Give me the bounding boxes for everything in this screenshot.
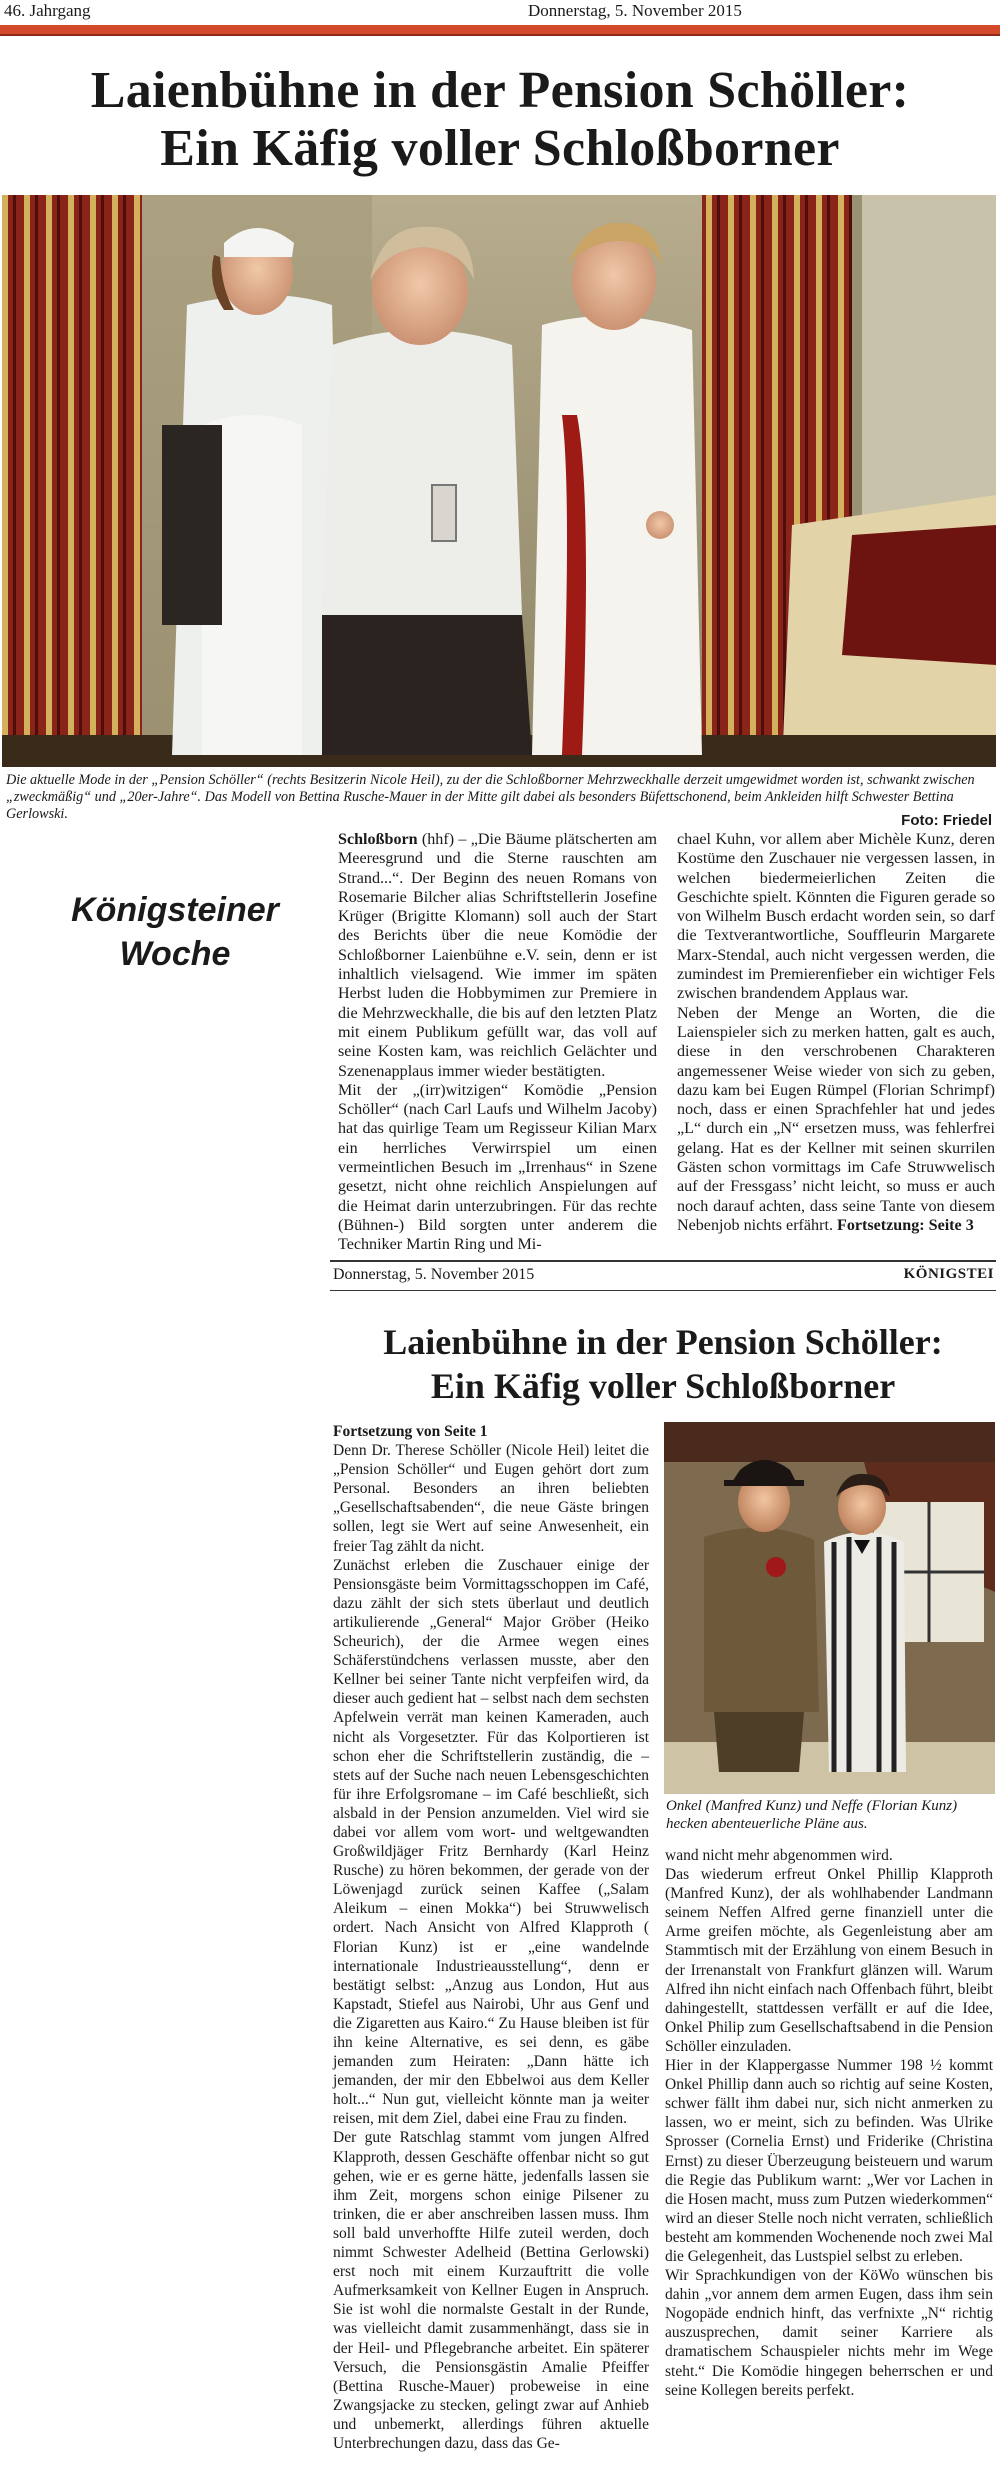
publication-name-line2: Woche — [119, 935, 231, 973]
article2-paragraph: Denn Dr. Therese Schöller (Nicole Heil) leitet die „Pension Schöller“ und Eugen gehört dort zum Personal. Besonders an ihren beliebten „Gesellschaftsabenden“, die neue Gäste bringen sollen, legt sie Wert auf seine Anwesenheit, ein freier Tag zählt da nicht. — [333, 1442, 649, 1555]
article2-paragraph: Das wiederum erfreut Onkel Phillip Klapproth (Manfred Kunz), der als wohlhabender Landmann seinem Neffen Alfred gerne finanziell unter die Arme greifen möchte, als Gegenleistung aber am Stammtisch mit der Erzählung von einem Besuch in der Irrenanstalt von Frankfurt glänzen will. Warum Alfred ihn nicht einfach nach Offenbach führt, bleibt dahingestellt, stattdessen verfällt er auf die Idee, Onkel Philip zum Gesellschaftsabend in die Pension Schöller einzuladen. — [665, 1866, 993, 2055]
page2-date: Donnerstag, 5. November 2015 — [333, 1266, 535, 1283]
article2-column-1 — [333, 1422, 649, 2453]
dateline: Schloßborn — [338, 831, 418, 848]
continuation-note: Fortsetzung von Seite 1 — [333, 1423, 488, 1440]
article2-column-2 — [665, 1846, 993, 2400]
continued-note: Fortsetzung: Seite 3 — [837, 1216, 974, 1234]
article1-headline-line1: Laienbühne in der Pension Schöller: — [90, 62, 910, 119]
article1-paragraph — [677, 1004, 995, 1236]
article2-headline — [330, 1320, 996, 1408]
article1-headline-line2: Ein Käfig voller Schloßborner — [160, 120, 840, 177]
paragraph-text: (hhf) – „Die Bäume plätscherten am Meeresgrund und die Sterne rauschten am Strand...“. Der Beginn des neuen Romans von Rosemarie Bilcher alias Schriftstellerin Josefine Krüger (Brigitte Klomann) soll auch der Start des Berichts über die neue Komödie der Schloßborner Laienbühne e.V. sein, denn er ist inhaltlich vielsagend. Wie immer im späten Herbst luden die Hobbymimen zur Premiere in die Mehrzweckhalle, die bis auf den letzten Platz mit einem Publikum gefüllt war, das voll auf seine Kosten kam, was reichlich Gelächter und Szenenapplaus immer wieder bestätigten. — [338, 831, 657, 1080]
article2-paragraph: Der gute Ratschlag stammt vom jungen Alfred Klapproth, dessen Geschäfte offenbar nicht so gut gehen, wie er es gerne hätte, jedenfalls lassen sie ihm Zeit, morgens schon einige Pilsener zu trinken, die er aber anschreiben lassen muss. Ihm soll bald unverhoffte Hilfe zuteil werden, doch nimmt Schwester Adelheid (Bettina Gerlowski) erst noch mit einem Kurzauftritt die volle Aufmerksamkeit von Kellner Eugen in Anspruch. Sie ist wohl die normalste Gestalt in der Runde, was vielleicht damit zusammenhängt, dass sie in der Heil- und Pflegebranche arbeitet. Ein späterer Versuch, die Pensionsgästin Amalie Pfeiffer (Bettina Rusche-Mauer) probeweise in eine Zwangsjacke zu stecken, gelingt zwar auf Anhieb und unbemerkt, allerdings führen aktuelle Unterbrechungen dazu, dass das Ge- — [333, 2129, 649, 2452]
header-rule — [0, 25, 1000, 36]
page2-top-rule — [330, 1260, 996, 1262]
page2-header-rule — [330, 1290, 996, 1291]
photo-credit: Foto: Friedel — [901, 812, 992, 829]
article1-paragraph — [338, 830, 657, 1081]
photo-caption: Die aktuelle Mode in der „Pension Schöller“ (rechts Besitzerin Nicole Heil), zu der die Schloßborner Mehrzweckhalle derzeit umgewidmet worden ist, schwankt zwischen „zweckmäßig“ und „20er-Jahre“. Das Modell von Bettina Rusche-Mauer in der Mitte gilt dabei als besonders Büfettschonend, beim Ankleiden hilft Schwester Bettina Gerlowski. — [6, 772, 975, 822]
article1-column-2 — [677, 830, 995, 1235]
article1-column-1 — [338, 830, 657, 1255]
article2-paragraph: Zunächst erleben die Zuschauer einige der Pensionsgäste beim Vormittagsschoppen im Café, dazu zählt der sich stets überlaut und deutlich artikulierende „General“ Major Gröber (Heiko Scheurich), der die Armee wegen eines Schäferstündchens verlassen musste, aber den Kellner bei seiner Tante nicht verpfeifen wird, da dieser auch gedient hat – selbst nach dem sechsten Apfelwein verrät man keinen Kameraden, auch nicht als Vorgesetzter. Für das Kolportieren ist schon eher die Schriftstellerin zuständig, die – stets auf der Suche nach neuen Lebensgeschichten für ihre Erfolgsromane – im Café beschließt, sich alsbald in der Pension anzumelden. Viel wird sie dabei vor allem vom wort- und weltgewandten Großwildjäger Fritz Bernhardy (Karl Heinz Rusche) zu hören bekommen, der gerade von der Löwenjagd zurück seinen Kaffee („Salam Aleikum – einen Mokka“) bei Struwwelisch ordert. Nach Ansicht von Alfred Klapproth ( Florian Kunz) ist er „eine wandelnde internationale Industrieausstellung“, denn er bestätigt selbst: „Anzug aus London, Hut aus Kapstadt, Stiefel aus Nairobi, Uhr aus Genf und die Zigaretten aus Kairo.“ Zu Hause bleiben ist für ihn keine Alternative, es sei denn, es gäbe jemanden zum Heiraten: „Dann hätte ich jemanden, der mir den Ebbelwoi aus dem Keller holt...“ Nun gut, vielleicht könnte man ja weiter reisen, mit dem Ziel, dabei eine Frau zu finden. — [333, 1556, 649, 2128]
article1-paragraph: Mit der „(irr)witzigen“ Komödie „Pension Schöller“ (nach Carl Laufs und Wilhelm Jacoby) hat das quirlige Team um Regisseur Kilian Marx ein herrliches Verwirrspiel um einen vermeintlichen Besuch im „Irrenhaus“ in Szene gesetzt, nicht ohne reichlich Anspielungen auf die Heimat darin unterzubringen. Für das rechte (Bühnen-) Bild sorgten unter anderem die Techniker Martin Ring und Mi- — [338, 1081, 657, 1254]
article2-headline-line1: Laienbühne in der Pension Schöller: — [383, 1322, 943, 1362]
article2-paragraph: Wir Sprachkundigen von der KöWo wünschen bis dahin „vor annem dem armen Eugen, dass ihm sein Nogopäde endnich hinft, das verfnixte „N“ richtig auszusprechen, damit seiner Karriere als dramatischem Schauspieler nichts mehr im Wege steht.“ Die Komödie hingegen beherrschen er und seine Kollegen bereits perfekt. — [665, 2267, 993, 2399]
paragraph-text: Neben der Menge an Worten, die die Laienspieler sich zu merken hatten, galt es auch, diese in den verschrobenen Charakteren angemessener Weise wieder von sich zu geben, dazu kam bei Eugen Rümpel (Florian Schrimpf) noch, dass er einen Sprachfehler hat und jedes „L“ durch ein „N“ ersetzen muss, was fehlerfrei gelang. Hat es der Kellner mit seinen skurrilen Gästen schon vormittags im Cafe Struwwelisch auf der Fressgass’ nicht leicht, so muss er auch noch darauf achten, dass seine Tante von diesem Nebenjob nichts erfährt. — [677, 1004, 995, 1234]
article2-paragraph: wand nicht mehr abgenommen wird. — [665, 1847, 893, 1864]
article1-headline — [0, 62, 1000, 178]
uncle-nephew-photo — [664, 1422, 995, 1794]
publication-name — [40, 888, 310, 976]
stage-photo-illustration — [2, 195, 996, 767]
article2-paragraph: Hier in der Klappergasse Nummer 198 ½ kommt Onkel Phillip dann auch so richtig auf seine Kosten, schwer fällt ihm dabei nur, sich nicht anmerken zu lassen, wo er meint, sich zu befinden. Was Ulrike Sprosser (Cornelia Ernst) und Friderike (Christina Ernst) zu dieser Überzeugung beisteuern und warum die Regie das Publikum warnt: „Wer vor Lachen in die Hosen macht, muss zum Putzen wiederkommen“ wird an dieser Stelle noch nicht verraten, schließlich besteht am kommenden Wochenende noch zwei Mal die Gelegenheit, das Lustspiel selbst zu erleben. — [665, 2057, 993, 2265]
page2-section-name: KÖNIGSTEI — [903, 1266, 994, 1282]
article1-paragraph: chael Kuhn, vor allem aber Michèle Kunz, deren Kostüme den Zuschauer nie vergessen lassen, in welchen biedermeierlichen Zeiten die Geschichte spielt. Könnten die Figuren gerade so von Wilhelm Busch erdacht worden sein, so darf die Textverantwortliche, Souffleurin Margarete Marx-Stendal, auch nicht vergessen werden, die zumindest im Premierenfieber ein wichtiger Fels zwischen brandendem Applaus war. — [677, 831, 995, 1003]
article2-headline-line2: Ein Käfig voller Schloßborner — [430, 1366, 896, 1406]
stage-photo — [2, 195, 996, 767]
issue-date: Donnerstag, 5. November 2015 — [528, 1, 742, 20]
uncle-nephew-caption: Onkel (Manfred Kunz) und Neffe (Florian Kunz) hecken abenteuerliche Pläne aus. — [666, 1798, 958, 1832]
publication-name-line1: Königsteiner — [71, 891, 279, 929]
volume-label: 46. Jahrgang — [4, 1, 91, 20]
uncle-nephew-illustration — [664, 1422, 995, 1794]
